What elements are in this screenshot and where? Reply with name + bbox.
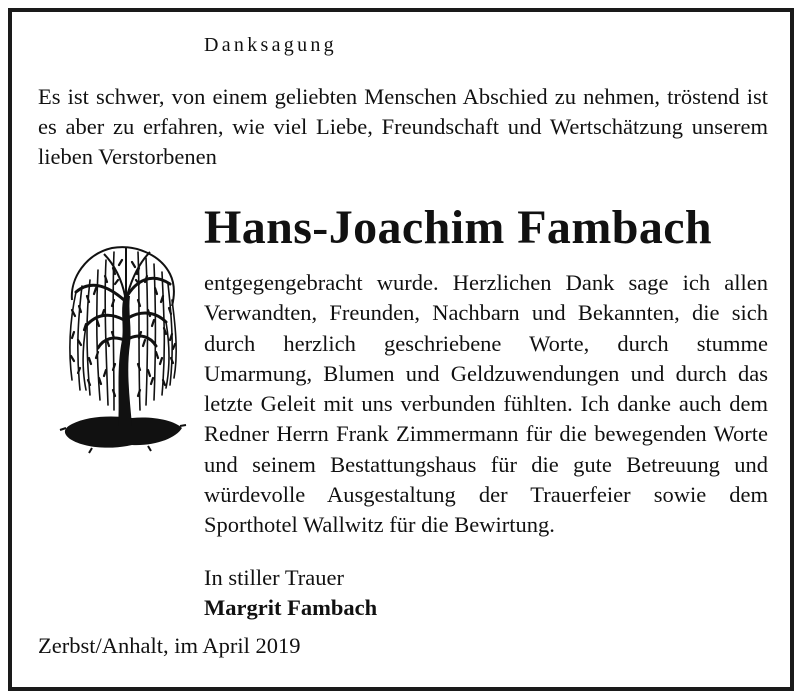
intro-paragraph: Es ist schwer, von einem geliebten Menschen Abschied zu nehmen, tröstend ist es aber zu erfahren, wie viel Liebe, Freundschaft und Wertschätzung unserem lieben Verstorbenen (38, 84, 768, 169)
weeping-willow-icon (52, 240, 187, 460)
obituary-notice (8, 8, 794, 691)
notice-heading: Danksagung (204, 34, 337, 56)
place-and-date: Zerbst/Anhalt, im April 2019 (38, 633, 301, 658)
body-paragraph: entgegengebracht wurde. Herzlichen Dank sage ich allen Verwandten, Freunden, Nachbarn und Bekannten, die sich durch herzlich geschriebene Worte, durch stumme Umarmung, Blumen und Geldzuwendungen und durch das letzte Geleit mit uns verbunden fühlten. Ich danke auch dem Redner Herrn Frank Zimmermann für die bewegenden Worte und seinem Bestattungshaus für die gute Betreuung und würdevolle Ausgestaltung der Trauerfeier sowie dem Sporthotel Wallwitz für die Bewirtung. (204, 270, 768, 538)
closing-phrase: In stiller Trauer (204, 565, 344, 590)
deceased-name: Hans-Joachim Fambach (204, 201, 713, 254)
closing-block (204, 563, 377, 623)
signer-name: Margrit Fambach (204, 595, 378, 620)
